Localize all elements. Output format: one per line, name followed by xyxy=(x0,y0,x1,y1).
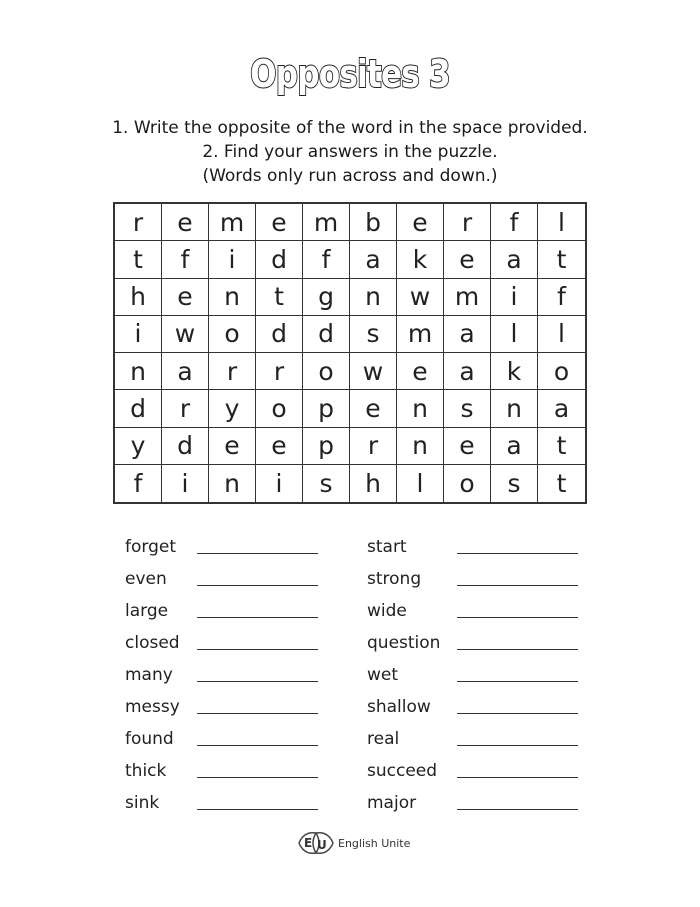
grid-cell: o xyxy=(538,353,585,390)
grid-cell: e xyxy=(444,428,491,465)
grid-cell: e xyxy=(256,204,303,241)
grid-cell: g xyxy=(303,279,350,316)
clue-word: forget xyxy=(125,537,176,557)
answer-blank[interactable] xyxy=(457,809,578,810)
grid-cell: i xyxy=(256,465,303,502)
answer-blank[interactable] xyxy=(197,809,318,810)
grid-cell: d xyxy=(303,316,350,353)
answer-blank[interactable] xyxy=(457,649,578,650)
grid-cell: e xyxy=(397,353,444,390)
grid-cell: o xyxy=(209,316,256,353)
grid-cell: t xyxy=(256,279,303,316)
grid-cell: o xyxy=(444,465,491,502)
grid-cell: p xyxy=(303,428,350,465)
grid-cell: r xyxy=(115,204,162,241)
brand-name: English Unite xyxy=(338,836,411,850)
grid-cell: a xyxy=(491,241,538,278)
footer xyxy=(296,828,410,858)
grid-cell: t xyxy=(556,468,567,498)
answer-blank[interactable] xyxy=(457,585,578,586)
grid-cell: a xyxy=(444,316,491,353)
grid-cell: y xyxy=(209,390,256,427)
grid-cell: d xyxy=(115,390,162,427)
clue-word: many xyxy=(125,665,173,685)
answer-blank[interactable] xyxy=(457,713,578,714)
clue-word: strong xyxy=(367,569,422,589)
instruction-2: 2. Find your answers in the puzzle. xyxy=(202,142,498,162)
grid-cell: e xyxy=(256,428,303,465)
grid-cell: p xyxy=(303,390,350,427)
grid-cell: e xyxy=(397,204,444,241)
grid-cell: m xyxy=(303,204,350,241)
grid-cell: a xyxy=(491,428,538,465)
answer-blank[interactable] xyxy=(457,777,578,778)
clue-word: found xyxy=(125,729,174,749)
grid-cell: k xyxy=(491,353,538,390)
grid-cell: e xyxy=(444,241,491,278)
grid-cell: n xyxy=(350,279,397,316)
clue-word: wide xyxy=(367,601,407,621)
word-search-grid xyxy=(113,202,587,504)
instruction-3: (Words only run across and down.) xyxy=(202,166,498,186)
answer-blank[interactable] xyxy=(197,585,318,586)
answer-blank[interactable] xyxy=(197,553,318,554)
clue-word: messy xyxy=(125,697,180,717)
english-unite-logo-icon xyxy=(296,828,336,858)
clue-word: closed xyxy=(125,633,180,653)
grid-cell: i xyxy=(209,241,256,278)
grid-cell: r xyxy=(162,390,209,427)
grid-cell: f xyxy=(303,241,350,278)
grid-cell: n xyxy=(209,465,256,502)
grid-cell: s xyxy=(491,465,538,502)
grid-cell: t xyxy=(115,241,162,278)
grid-cell: n xyxy=(115,353,162,390)
grid-cell: r xyxy=(444,204,491,241)
grid-cell: k xyxy=(397,241,444,278)
clue-word: wet xyxy=(367,665,399,685)
grid-cell: f xyxy=(115,465,162,502)
answer-blank[interactable] xyxy=(197,617,318,618)
grid-cell: h xyxy=(350,465,397,502)
grid-cell: l xyxy=(491,316,538,353)
clue-word: shallow xyxy=(367,697,431,717)
grid-cell: s xyxy=(350,316,397,353)
grid-cell: r xyxy=(209,353,256,390)
grid-cell: d xyxy=(162,428,209,465)
grid-cell: d xyxy=(256,316,303,353)
clue-word: question xyxy=(367,633,441,653)
answer-blank[interactable] xyxy=(457,553,578,554)
grid-cell: w xyxy=(350,353,397,390)
grid-cell: h xyxy=(115,279,162,316)
grid-cell: m xyxy=(209,204,256,241)
grid-cell: b xyxy=(350,204,397,241)
grid-cell: l xyxy=(397,465,444,502)
clue-word: succeed xyxy=(367,761,438,781)
grid-cell: n xyxy=(397,428,444,465)
grid-cell: n xyxy=(491,390,538,427)
grid-cell: e xyxy=(209,428,256,465)
grid-cell: m xyxy=(444,279,491,316)
grid-cell: r xyxy=(256,353,303,390)
grid-cell: l xyxy=(538,316,585,353)
answer-blank[interactable] xyxy=(197,745,318,746)
grid-cell: o xyxy=(303,353,350,390)
grid-cell: i xyxy=(162,465,209,502)
grid-cell: i xyxy=(491,279,538,316)
grid-cell: r xyxy=(350,428,397,465)
grid-cell: d xyxy=(256,241,303,278)
grid-cell: f xyxy=(162,241,209,278)
grid-cell: f xyxy=(538,279,585,316)
grid-cell: w xyxy=(162,316,209,353)
grid-cell: e xyxy=(162,279,209,316)
grid-cell: t xyxy=(538,241,585,278)
grid-cell: a xyxy=(444,353,491,390)
clue-word: sink xyxy=(125,793,160,813)
answer-blank[interactable] xyxy=(457,745,578,746)
grid-cell: l xyxy=(538,204,585,241)
grid-cell: n xyxy=(397,390,444,427)
answer-blank[interactable] xyxy=(197,777,318,778)
answer-blank[interactable] xyxy=(457,681,578,682)
clue-word: real xyxy=(367,729,400,749)
clue-word: even xyxy=(125,569,167,589)
clue-word: start xyxy=(367,537,407,557)
grid-cell: s xyxy=(303,465,350,502)
grid-cell: w xyxy=(397,279,444,316)
answer-blank[interactable] xyxy=(457,617,578,618)
clue-word: large xyxy=(125,601,169,621)
answer-blank[interactable] xyxy=(197,681,318,682)
grid-cell: m xyxy=(397,316,444,353)
grid-cell: f xyxy=(491,204,538,241)
clue-word: thick xyxy=(125,761,167,781)
grid-cell: e xyxy=(162,204,209,241)
grid-cell: a xyxy=(350,241,397,278)
instruction-1: 1. Write the opposite of the word in the space provided. xyxy=(112,118,588,138)
svg-text:E: E xyxy=(304,836,313,850)
answer-blank[interactable] xyxy=(197,713,318,714)
grid-cell: a xyxy=(162,353,209,390)
grid-cell: a xyxy=(538,390,585,427)
grid-cell: y xyxy=(115,428,162,465)
grid-cell: o xyxy=(256,390,303,427)
clue-word: major xyxy=(367,793,417,813)
grid-cell: t xyxy=(538,428,585,465)
svg-text:U: U xyxy=(317,838,327,852)
grid-cell: i xyxy=(115,316,162,353)
grid-cell: e xyxy=(350,390,397,427)
answer-blank[interactable] xyxy=(197,649,318,650)
grid-cell: s xyxy=(444,390,491,427)
worksheet-title: Opposites 3 xyxy=(250,52,450,96)
grid-cell: n xyxy=(209,279,256,316)
